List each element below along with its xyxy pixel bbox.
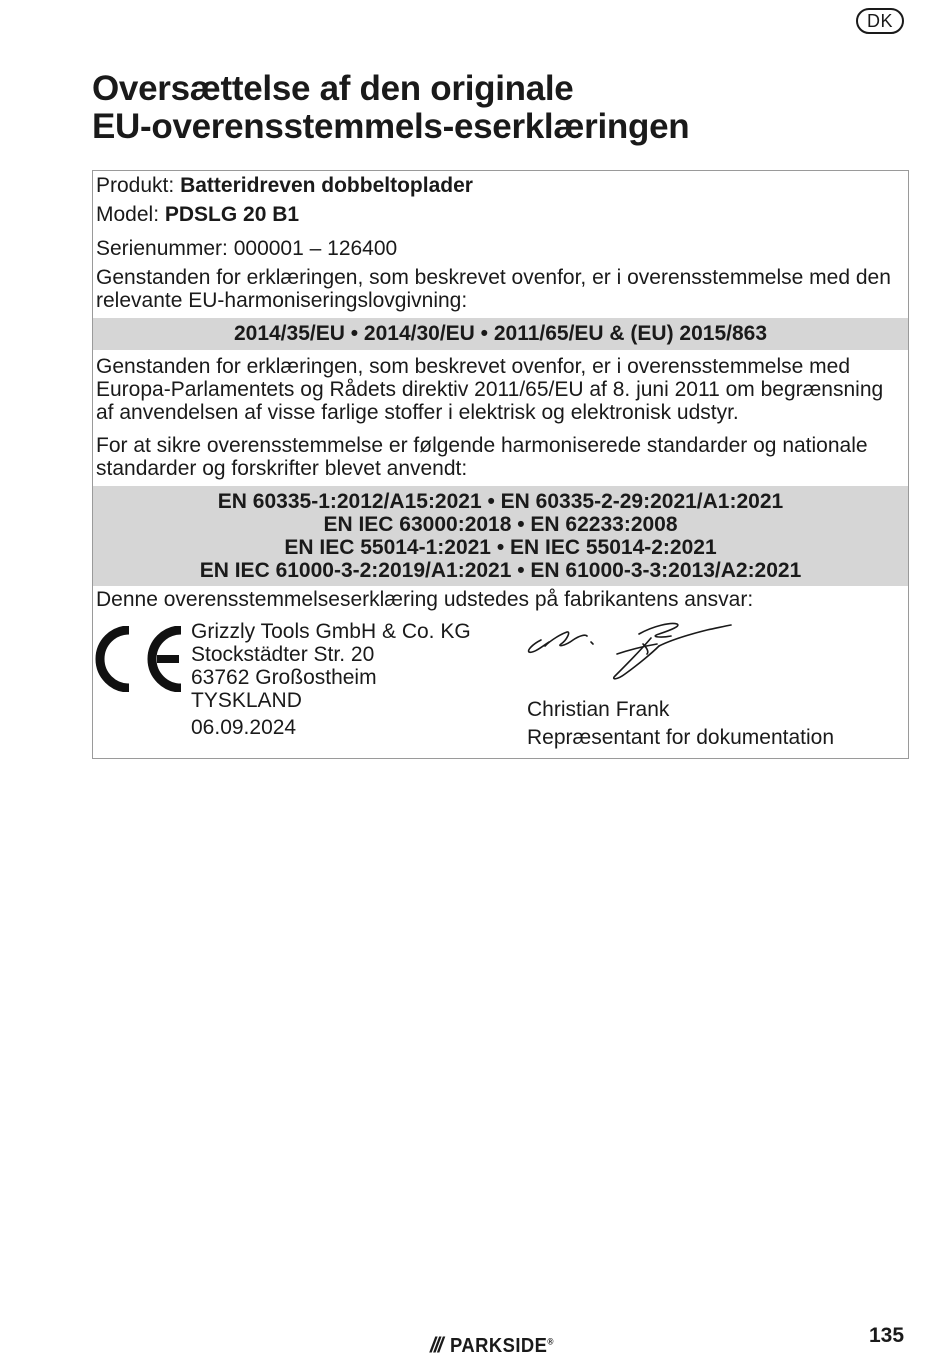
signature-area [93,616,908,758]
page-title-line-2: EU-overensstemmels-eserklæringen [92,107,690,146]
manufacturer-name: Grizzly Tools GmbH & Co. KG [191,620,471,643]
responsibility-text: Denne overensstemmelseserklæring udstedes på fabrikantens ansvar: [96,588,754,611]
directives-band: 2014/35/EU • 2014/30/EU • 2011/65/EU & (EU) 2015/863 [93,318,908,350]
product-row [93,171,908,200]
standard-line: EN 60335-1:2012/A15:2021 • EN 60335-2-29:2021/A1:2021 [217,490,784,513]
issue-date: 06.09.2024 [191,716,297,739]
language-badge: DK [856,8,904,34]
product-value: Batteridreven dobbeltoplader [180,174,473,197]
signer-name: Christian Frank [527,698,670,721]
standard-line: EN IEC 55014-1:2021 • EN IEC 55014-2:2021 [284,536,717,559]
handwritten-signature [521,616,733,686]
signer-role: Repræsentant for dokumentation [527,726,835,749]
rohs-text: Genstanden for erklæringen, som beskrevet ovenfor, er i overensstemmelse med Europa-Parlamentets og Rådets direktiv 2011/65/EU af 8. juni 2011 om begrænsning af anvendelsen af visse farlige stoffer i elektrisk og elektronisk udstyr. [96,355,884,424]
page-title-line-1: Oversættelse af den originale [92,69,574,108]
standards-intro: For at sikre overensstemmelse er følgende harmoniserede standarder og nationale standarder og forskrifter blevet anvendt: [96,434,868,480]
standard-line: EN IEC 61000-3-2:2019/A1:2021 • EN 61000-3-3:2013/A2:2021 [199,559,802,582]
brand-slashes-icon: /// [430,1334,442,1357]
manufacturer-country: TYSKLAND [191,689,302,712]
manufacturer-address [191,620,471,739]
model-row [93,200,908,232]
page-title [92,70,912,146]
standards-band [93,486,908,586]
manufacturer-street: Stockstädter Str. 20 [191,643,375,666]
registered-mark: ® [546,1335,554,1346]
ce-mark-icon [95,626,187,692]
product-label: Produkt: [96,174,175,197]
model-label: Model: [96,203,160,226]
brand-name: PARKSIDE® [449,1334,554,1357]
parkside-logo [430,1333,563,1359]
page-number: 135 [869,1324,905,1347]
serial-number: Serienummer: 000001 – 126400 [96,237,398,260]
declaration-box [92,170,909,759]
standard-line: EN IEC 63000:2018 • EN 62233:2008 [323,513,678,536]
signer-block [527,696,834,752]
manufacturer-city: 63762 Großostheim [191,666,377,689]
conformity-text: Genstanden for erklæringen, som beskrevet ovenfor, er i overensstemmelse med den relevante EU-harmoniseringslovgivning: [96,266,891,312]
model-value: PDSLG 20 B1 [164,203,300,226]
